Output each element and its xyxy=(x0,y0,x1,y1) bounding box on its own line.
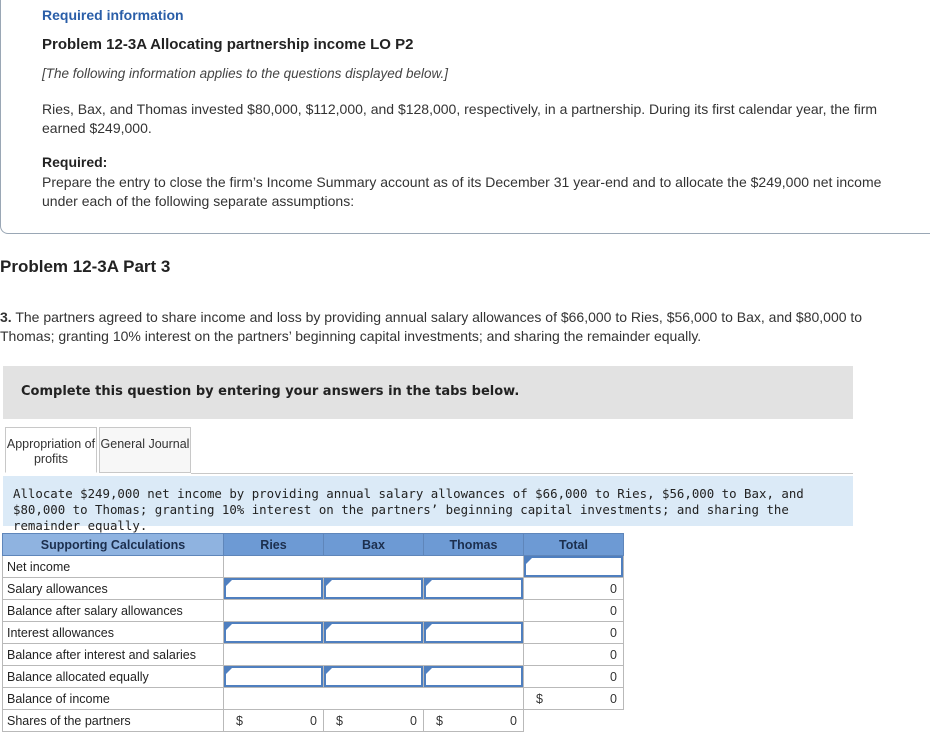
shares-thomas-value: 0 xyxy=(510,714,517,728)
dollar-sign: $ xyxy=(236,714,243,728)
table-row xyxy=(3,710,624,732)
required-label: Required: xyxy=(42,154,108,170)
header-total: Total xyxy=(524,534,624,556)
tab-divider xyxy=(191,473,853,474)
table-row xyxy=(3,644,624,666)
shares-bax-value: 0 xyxy=(410,714,417,728)
interest-thomas-input[interactable] xyxy=(424,622,523,643)
shares-ries xyxy=(224,710,324,732)
instructions-banner-text: Complete this question by entering your answers in the tabs below. xyxy=(21,384,520,399)
interest-ries-cell xyxy=(224,622,324,644)
salary-total-value: 0 xyxy=(610,582,617,596)
net-income-total-input[interactable] xyxy=(524,556,623,577)
tab-general-journal[interactable]: General Journal xyxy=(99,427,191,473)
table-row xyxy=(3,600,624,622)
part-title: Problem 12-3A Part 3 xyxy=(0,257,171,276)
row-label-balance-after-interest: Balance after interest and salaries xyxy=(3,644,224,666)
balance-after-interest-value: 0 xyxy=(610,648,617,662)
row-label-balance-of-income: Balance of income xyxy=(3,688,224,710)
balance-after-interest-blank xyxy=(224,644,524,666)
interest-total-value: 0 xyxy=(610,626,617,640)
balance-after-salary-blank xyxy=(224,600,524,622)
question-body: The partners agreed to share income and loss by providing annual salary allowances of $66,000 to Ries, $56,000 to Bax, and $80,000 to Thomas; granting 10% interest on the partners’ beginning capital investments; and sharing the remainder equally. xyxy=(0,309,863,344)
table-row xyxy=(3,556,624,578)
salary-bax-cell xyxy=(324,578,424,600)
balance-after-interest-total xyxy=(524,644,624,666)
salary-ries-cell xyxy=(224,578,324,600)
table-row xyxy=(3,688,624,710)
instructions-banner xyxy=(3,366,853,419)
salary-bax-input[interactable] xyxy=(324,578,423,599)
equal-total-value: 0 xyxy=(610,670,617,684)
question-number: 3. xyxy=(0,309,12,325)
balance-of-income-value: 0 xyxy=(610,692,617,706)
salary-total xyxy=(524,578,624,600)
salary-ries-input[interactable] xyxy=(224,578,323,599)
required-information-heading: Required information xyxy=(42,7,184,23)
table-row xyxy=(3,578,624,600)
dollar-sign: $ xyxy=(336,714,343,728)
equal-thomas-input[interactable] xyxy=(424,666,523,687)
tab-instructions-text: Allocate $249,000 net income by providing annual salary allowances of $66,000 to Ries, $56,000 to Bax, and $80,000 to Thomas; granting 10% interest on the partners’ beginning capital investments; and sharing the remainder equally. xyxy=(13,486,804,533)
balance-after-salary-value: 0 xyxy=(610,604,617,618)
shares-total-empty xyxy=(524,710,624,732)
shares-thomas xyxy=(424,710,524,732)
table-header-row xyxy=(3,534,624,556)
row-label-balance-allocated-equally: Balance allocated equally xyxy=(3,666,224,688)
interest-ries-input[interactable] xyxy=(224,622,323,643)
problem-description: Ries, Bax, and Thomas invested $80,000, $112,000, and $128,000, respectively, in a partnership. During its first calendar year, the firm earned $249,000. xyxy=(42,101,878,136)
table-row xyxy=(3,622,624,644)
interest-bax-input[interactable] xyxy=(324,622,423,643)
required-description: Prepare the entry to close the firm’s Income Summary account as of its December 31 year-end and to allocate the $249,000 net income under each of the following separate assumptions: xyxy=(42,174,882,209)
header-thomas: Thomas xyxy=(424,534,524,556)
tab-instructions xyxy=(3,476,853,533)
interest-thomas-cell xyxy=(424,622,524,644)
header-bax: Bax xyxy=(324,534,424,556)
equal-ries-input[interactable] xyxy=(224,666,323,687)
row-label-salary-allowances: Salary allowances xyxy=(3,578,224,600)
dollar-sign: $ xyxy=(536,692,543,706)
supporting-calculations-table xyxy=(2,533,624,732)
equal-ries-cell xyxy=(224,666,324,688)
equal-bax-input[interactable] xyxy=(324,666,423,687)
interest-total xyxy=(524,622,624,644)
equal-thomas-cell xyxy=(424,666,524,688)
shares-ries-value: 0 xyxy=(310,714,317,728)
salary-thomas-input[interactable] xyxy=(424,578,523,599)
row-label-shares-of-partners: Shares of the partners xyxy=(3,710,224,732)
dollar-sign: $ xyxy=(436,714,443,728)
header-supporting-calculations: Supporting Calculations xyxy=(3,534,224,556)
shares-bax xyxy=(324,710,424,732)
tab-appropriation-of-profits[interactable]: Appropriation of profits xyxy=(5,427,97,473)
interest-bax-cell xyxy=(324,622,424,644)
applies-note: [The following information applies to the questions displayed below.] xyxy=(42,66,448,81)
net-income-blank xyxy=(224,556,524,578)
balance-of-income-blank xyxy=(224,688,524,710)
salary-thomas-cell xyxy=(424,578,524,600)
balance-after-salary-total xyxy=(524,600,624,622)
row-label-balance-after-salary: Balance after salary allowances xyxy=(3,600,224,622)
row-label-net-income: Net income xyxy=(3,556,224,578)
row-label-interest-allowances: Interest allowances xyxy=(3,622,224,644)
table-row xyxy=(3,666,624,688)
net-income-total-cell xyxy=(524,556,624,578)
equal-bax-cell xyxy=(324,666,424,688)
question-text xyxy=(0,308,920,346)
equal-total xyxy=(524,666,624,688)
header-ries: Ries xyxy=(224,534,324,556)
problem-title: Problem 12-3A Allocating partnership income LO P2 xyxy=(42,36,414,53)
balance-of-income-total xyxy=(524,688,624,710)
